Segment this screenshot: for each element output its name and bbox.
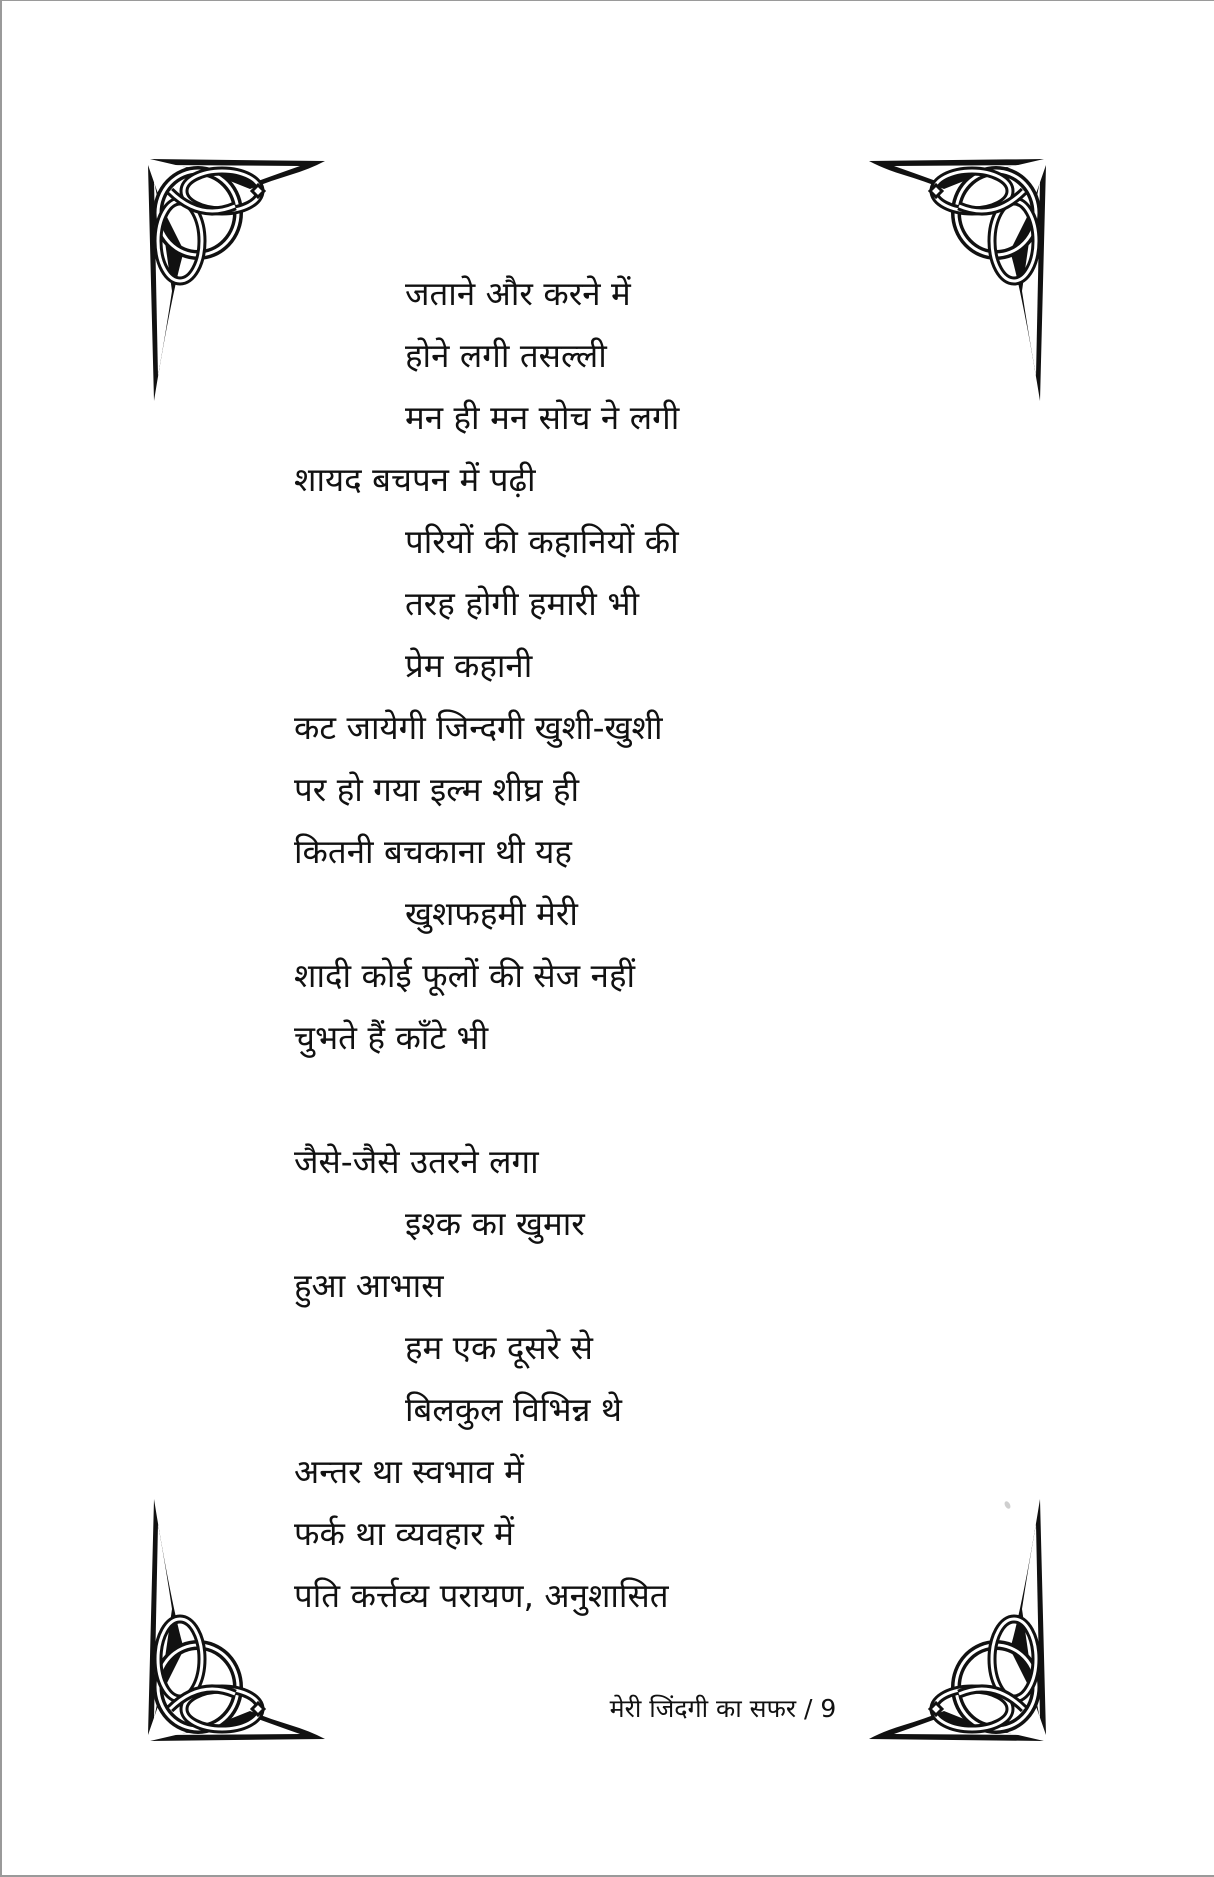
poem-line: बिलकुल विभिन्न थे <box>405 1390 622 1429</box>
poem-line: हम एक दूसरे से <box>405 1328 593 1367</box>
poem-body <box>294 263 894 1627</box>
running-title: मेरी जिंदगी का सफर <box>609 1694 797 1723</box>
page-footer <box>2 1691 1214 1725</box>
poem-line: शायद बचपन में पढ़ी <box>294 460 536 499</box>
poem-line: चुभते हैं काँटे भी <box>294 1018 489 1057</box>
stanza-break <box>294 1069 894 1131</box>
poem-line: कितनी बचकाना थी यह <box>294 832 572 871</box>
poem-line: मन ही मन सोच ने लगी <box>405 398 680 437</box>
poem-line: फर्क था व्यवहार में <box>294 1514 514 1553</box>
poem-line: तरह होगी हमारी भी <box>405 584 640 623</box>
poem-line: पर हो गया इल्म शीघ्र ही <box>294 770 580 809</box>
poem-line: इश्क का खुमार <box>405 1204 585 1243</box>
footer-separator: / <box>804 1694 813 1723</box>
poem-line: परियों की कहानियों की <box>405 522 679 561</box>
page-number: 9 <box>820 1694 837 1723</box>
poem-line: कट जायेगी जिन्दगी खुशी-खुशी <box>294 708 663 747</box>
poem-line: अन्तर था स्वभाव में <box>294 1452 524 1491</box>
poem-line: खुशफहमी मेरी <box>405 894 578 933</box>
poem-line: जताने और करने में <box>405 274 631 313</box>
poem-line: प्रेम कहानी <box>405 646 533 685</box>
poem-line: हुआ आभास <box>294 1266 444 1305</box>
poem-line: होने लगी तसल्ली <box>405 336 607 375</box>
poem-line: पति कर्त्तव्य परायण, अनुशासित <box>294 1576 669 1615</box>
poem-line: शादी कोई फूलों की सेज नहीं <box>294 956 636 995</box>
poem-line: जैसे-जैसे उतरने लगा <box>294 1142 539 1181</box>
